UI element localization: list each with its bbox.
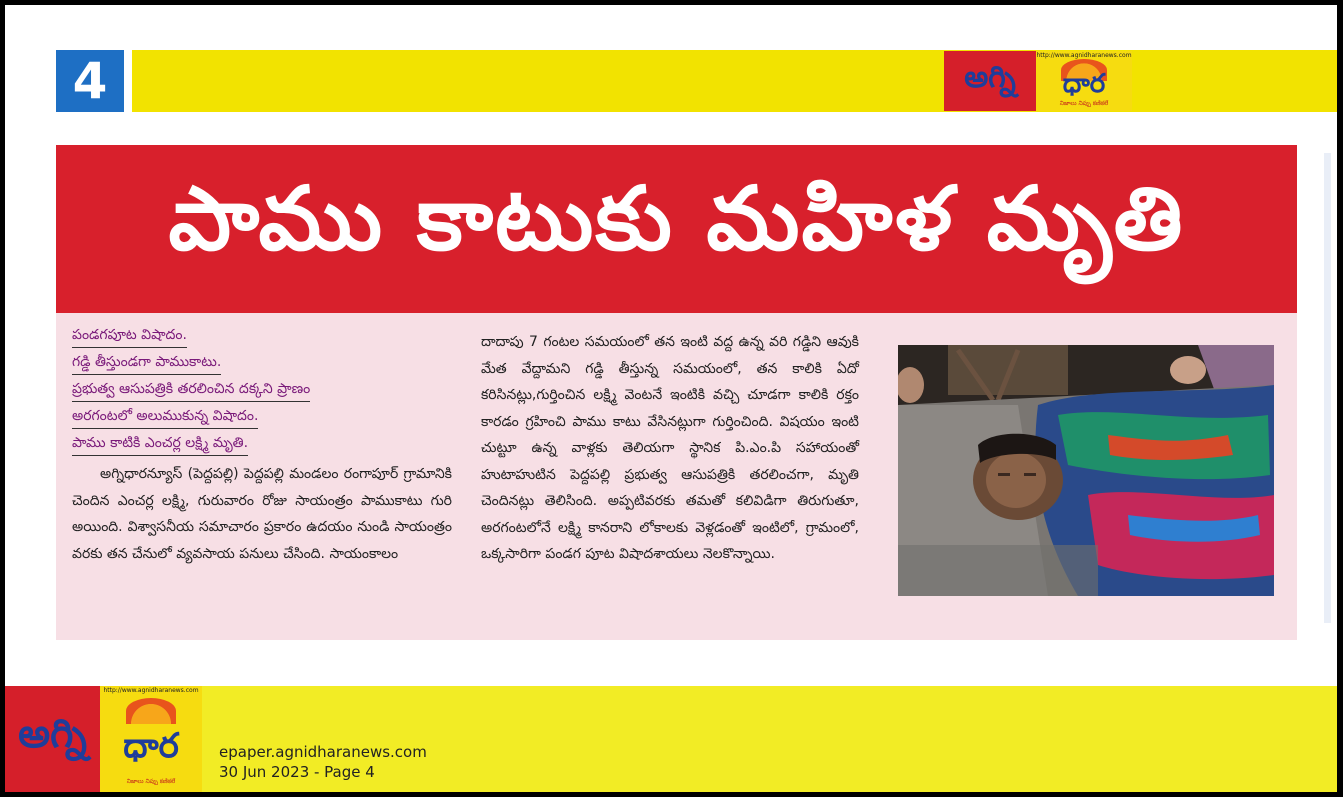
article-column-1 [72, 323, 452, 567]
edge-shade [1324, 153, 1331, 623]
logo-word-right: ధార [123, 726, 179, 766]
logo-word-right: ధార [1062, 69, 1106, 99]
footer [5, 686, 1337, 792]
logo-yellow-panel [100, 686, 202, 792]
logo-tagline: నిజాలు నిప్పు కణికలే [1059, 100, 1109, 107]
headline-text: పాము కాటుకు మహిళ మృతి [168, 166, 1185, 270]
logo-red-panel [944, 51, 1036, 111]
headline [56, 145, 1297, 313]
logo-word-left: అగ్ని [964, 60, 1016, 95]
subhead: ప్రభుత్వ ఆసుపత్రికి తరలించిన దక్కని ప్రాణం [72, 377, 310, 402]
header-strip [132, 50, 1337, 112]
subhead: అరగంటలో అలుముకున్న విషాదం. [72, 404, 258, 429]
footer-site-link[interactable]: epaper.agnidharanews.com [219, 743, 427, 761]
logo-yellow-panel [1036, 51, 1132, 111]
logo-url: http://www.agnidharanews.com [103, 687, 199, 694]
woman-lying-on-ground-photo [898, 345, 1274, 596]
agnidhara-footer-logo[interactable] [5, 686, 202, 792]
agnidhara-logo[interactable] [944, 51, 1132, 111]
logo-tagline: నిజాలు నిప్పు కణికలే [126, 778, 176, 785]
page-number-badge [56, 50, 124, 112]
subhead: పాము కాటికి ఎంచర్ల లక్ష్మి మృతి. [72, 431, 248, 456]
footer-date-page: 30 Jun 2023 - Page 4 [219, 763, 375, 781]
logo-word-left: అగ్ని [18, 711, 87, 757]
news-photo [898, 345, 1274, 596]
sun-icon [126, 698, 176, 724]
subhead: గడ్డి తీస్తుండగా పాముకాటు. [72, 350, 221, 375]
page-number: 4 [72, 52, 108, 110]
logo-red-panel [5, 686, 100, 792]
article [56, 313, 1297, 640]
epaper-page [5, 5, 1337, 792]
logo-url: http://www.agnidharanews.com [1036, 52, 1132, 59]
footer-info [219, 742, 427, 782]
article-body-part-1: అగ్నిధారన్యూస్ (పెద్దపల్లి) పెద్దపల్లి మండలం రంగాపూర్ గ్రామానికి చెందిన ఎంచర్ల లక్ష్మి, గురువారం రోజు సాయంత్రం పాముకాటు గురి అయింది. విశ్వాసనీయ సమాచారం ప్రకారం ఉదయం నుండి సాయంత్రం వరకు తన చేనులో వ్యవసాయ పనులు చేసింది. సాయంకాలం [72, 466, 452, 562]
article-body-part-2: దాదాపు 7 గంటల సమయంలో తన ఇంటి వద్ద ఉన్న వరి గడ్డిని ఆవుకి మేత వేద్దామని గడ్డి తీస్తున్న సమయంలో, తన కాలికి ఏదో కరిసినట్లు,గుర్తించిన లక్ష్మి వెంటనే ఇంటికి వచ్చి చూడగా కాలికి రక్తం కారడం గ్రహించి పాము కాటు వేసినట్లుగా గుర్తించింది. విషయం ఇంటి చుట్టూ ఉన్న వాళ్లకు తెలియగా స్థానిక పి.ఎం.పి సహాయంతో హుటాహుటిన పెద్దపల్లి ప్రభుత్వ ఆసుపత్రికి తరలించగా, మృతి చెందినట్లు తెలిసింది. అప్పటివరకు తమతో కలివిడిగా తిరుగుతూ, అరగంటలోనే లక్ష్మి కానరాని లోకాలకు వెళ్లడంతో ఇంటిలో, గ్రామంలో, ఒక్కసారిగా పండగ పూట విషాదశాయలు నెలకొన్నాయి. [481, 334, 859, 562]
subhead: పండగపూట విషాదం. [72, 323, 187, 348]
